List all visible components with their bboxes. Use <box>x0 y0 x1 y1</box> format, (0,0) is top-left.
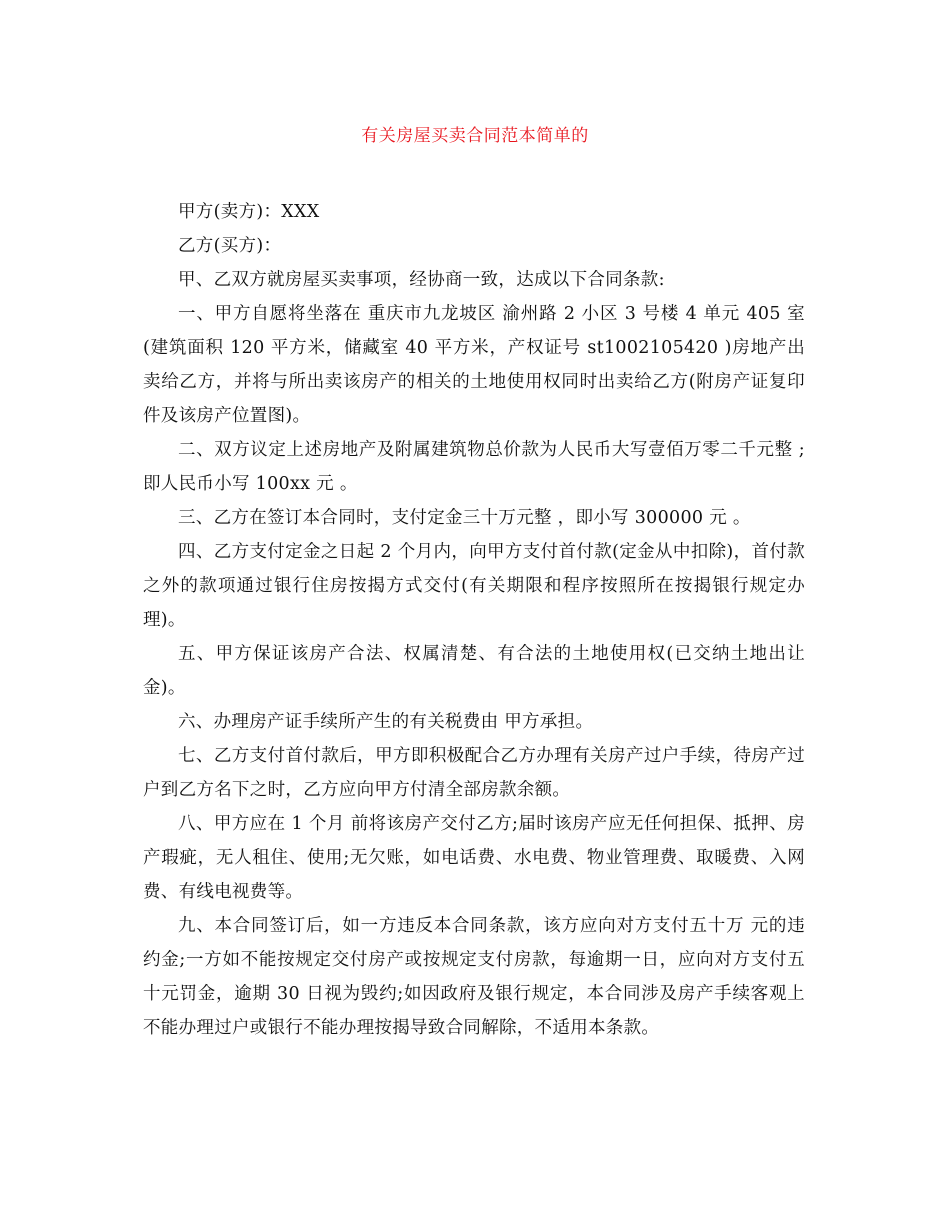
clause-3: 三、乙方在签订本合同时，支付定金三十万元整 ，即小写 300000 元 。 <box>178 508 751 528</box>
clause-9: 九、本合同签订后，如一方违反本合同条款，该方应向对方支付五十万 元的违约金;一方如不能按规定交付房产或按规定支付房款，每逾期一日，应向对方支付五十元罚金，逾期 30 日视为毁约;如因政府及银行规定，本合同涉及房产手续客观上不能办理过户或银行不能办理按揭导致合同解除，不适用本条款。 <box>143 916 805 1038</box>
party-b-line: 乙方(买方)： <box>178 236 282 256</box>
party-a-line: 甲方(卖方)：XXX <box>178 202 320 222</box>
clause-4: 四、乙方支付定金之日起 2 个月内，向甲方支付首付款(定金从中扣除)，首付款之外的款项通过银行住房按揭方式交付(有关期限和程序按照所在按揭银行规定办理)。 <box>143 542 805 630</box>
clause-6: 六、办理房产证手续所产生的有关税费由 甲方承担。 <box>178 712 594 732</box>
document-title: 有关房屋买卖合同范本简单的 <box>361 126 589 146</box>
clause-5: 五、甲方保证该房产合法、权属清楚、有合法的土地使用权(已交纳土地出让金)。 <box>143 644 805 698</box>
agreement-intro: 甲、乙双方就房屋买卖事项，经协商一致，达成以下合同条款: <box>178 270 665 290</box>
clause-1: 一、甲方自愿将坐落在 重庆市九龙坡区 渝州路 2 小区 3 号楼 4 单元 405 室(建筑面积 120 平方米，储藏室 40 平方米，产权证号 st1002105420 )房地产出卖给乙方，并将与所出卖该房产的相关的土地使用权同时出卖给乙方(附房产证复印件及该房产位置图)。 <box>143 304 805 426</box>
clause-8: 八、甲方应在 1 个月 前将该房产交付乙方;届时该房产应无任何担保、抵押、房产瑕疵，无人租住、使用;无欠账，如电话费、水电费、物业管理费、取暖费、入网费、有线电视费等。 <box>143 814 805 902</box>
clause-7: 七、乙方支付首付款后，甲方即积极配合乙方办理有关房产过户手续，待房产过户到乙方名下之时，乙方应向甲方付清全部房款余额。 <box>143 746 805 800</box>
clause-2: 二、双方议定上述房地产及附属建筑物总价款为人民币大写壹佰万零二千元整 ;即人民币小写 100xx 元 。 <box>143 440 805 494</box>
document-body <box>143 195 805 1045</box>
